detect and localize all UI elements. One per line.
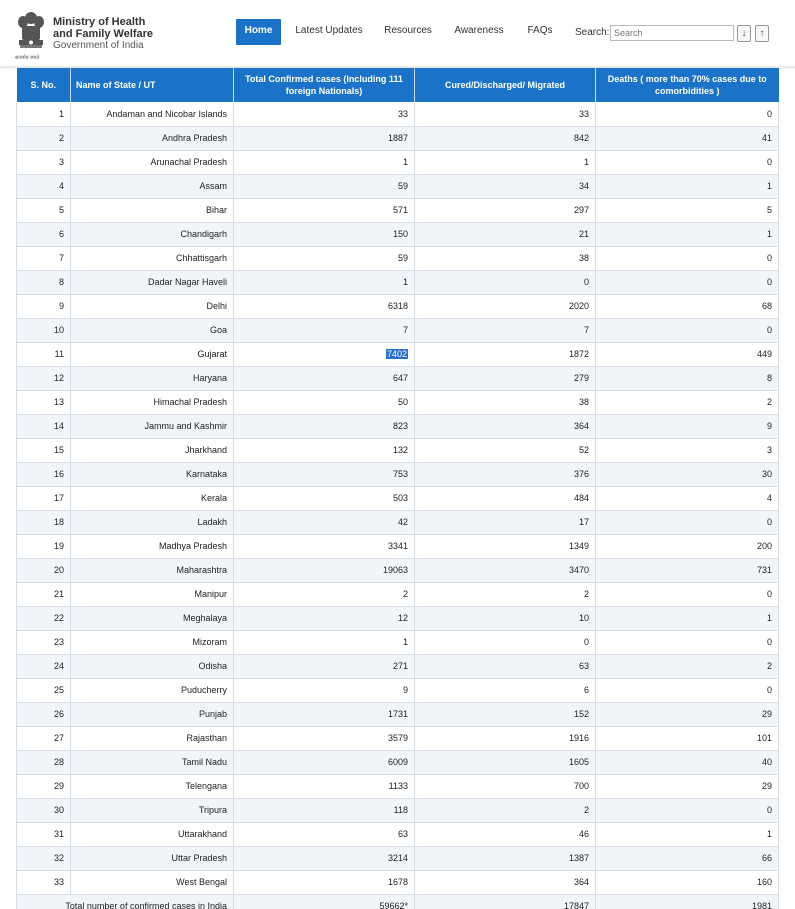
cell-cured: 2020	[415, 294, 596, 318]
cell-confirmed: 19063	[234, 558, 415, 582]
cell-sno: 29	[17, 774, 71, 798]
cell-cured: 297	[415, 198, 596, 222]
cell-deaths: 0	[596, 150, 779, 174]
cell-deaths: 41	[596, 126, 779, 150]
cell-cured: 1387	[415, 846, 596, 870]
cell-confirmed: 3214	[234, 846, 415, 870]
cell-state: Karnataka	[71, 462, 234, 486]
cell-cured: 33	[415, 102, 596, 126]
nav-faqs[interactable]: FAQs	[527, 25, 553, 36]
cell-deaths: 8	[596, 366, 779, 390]
table-row	[17, 822, 779, 846]
cell-sno: 13	[17, 390, 71, 414]
cell-confirmed: 7	[234, 318, 415, 342]
cell-state: Uttarakhand	[71, 822, 234, 846]
cell-confirmed: 571	[234, 198, 415, 222]
search-label: Search:	[575, 27, 610, 38]
cell-deaths: 29	[596, 702, 779, 726]
cell-sno: 31	[17, 822, 71, 846]
table-row	[17, 150, 779, 174]
cell-deaths: 101	[596, 726, 779, 750]
cell-cured: 63	[415, 654, 596, 678]
cell-deaths: 68	[596, 294, 779, 318]
cell-cured: 279	[415, 366, 596, 390]
table-row	[17, 702, 779, 726]
cell-sno: 20	[17, 558, 71, 582]
cell-confirmed: 118	[234, 798, 415, 822]
cell-state: Gujarat	[71, 342, 234, 366]
emblem-caption: सत्यमेव जयते	[15, 55, 40, 61]
total-cured: 17847	[415, 894, 596, 909]
cell-deaths: 1	[596, 822, 779, 846]
cell-sno: 16	[17, 462, 71, 486]
table-row	[17, 174, 779, 198]
cell-state: Arunachal Pradesh	[71, 150, 234, 174]
cell-state: Kerala	[71, 486, 234, 510]
covid-state-table	[16, 68, 779, 909]
cell-sno: 28	[17, 750, 71, 774]
cell-cured: 364	[415, 414, 596, 438]
table-row	[17, 630, 779, 654]
table-row	[17, 486, 779, 510]
table-row	[17, 102, 779, 126]
cell-cured: 3470	[415, 558, 596, 582]
cell-cured: 17	[415, 510, 596, 534]
cell-cured: 10	[415, 606, 596, 630]
cell-confirmed	[234, 342, 415, 366]
cell-sno: 3	[17, 150, 71, 174]
cell-state: Himachal Pradesh	[71, 390, 234, 414]
table-row	[17, 606, 779, 630]
cell-sno: 12	[17, 366, 71, 390]
table-row	[17, 198, 779, 222]
cell-deaths: 29	[596, 774, 779, 798]
cell-state: Chandigarh	[71, 222, 234, 246]
cell-state: Ladakh	[71, 510, 234, 534]
table-row	[17, 654, 779, 678]
table-row	[17, 462, 779, 486]
cell-confirmed: 59	[234, 174, 415, 198]
logo-line-3: Government of India	[53, 40, 144, 51]
cell-state: Mizoram	[71, 630, 234, 654]
column-header-deaths[interactable]: Deaths ( more than 70% cases due to comorbidities )	[596, 68, 779, 102]
table-row	[17, 582, 779, 606]
cell-confirmed: 9	[234, 678, 415, 702]
cell-confirmed: 59	[234, 246, 415, 270]
cell-deaths: 2	[596, 390, 779, 414]
table-row	[17, 774, 779, 798]
cell-sno: 8	[17, 270, 71, 294]
cell-confirmed: 1678	[234, 870, 415, 894]
cell-cured: 152	[415, 702, 596, 726]
table-header-row	[17, 68, 779, 102]
cell-deaths: 449	[596, 342, 779, 366]
table-row	[17, 558, 779, 582]
cell-sno: 30	[17, 798, 71, 822]
table-row	[17, 870, 779, 894]
table-row	[17, 678, 779, 702]
cell-cured: 2	[415, 582, 596, 606]
table-row	[17, 342, 779, 366]
sort-down-button[interactable]: ↓	[737, 25, 751, 42]
column-header-state[interactable]: Name of State / UT	[71, 68, 234, 102]
cell-confirmed: 50	[234, 390, 415, 414]
cell-deaths: 2	[596, 654, 779, 678]
cell-sno: 11	[17, 342, 71, 366]
cell-deaths: 0	[596, 798, 779, 822]
cell-state: West Bengal	[71, 870, 234, 894]
cell-confirmed: 33	[234, 102, 415, 126]
cell-sno: 17	[17, 486, 71, 510]
cell-state: Uttar Pradesh	[71, 846, 234, 870]
cell-cured: 376	[415, 462, 596, 486]
cell-deaths: 0	[596, 246, 779, 270]
cell-sno: 33	[17, 870, 71, 894]
cell-confirmed: 6009	[234, 750, 415, 774]
cell-cured: 1	[415, 150, 596, 174]
cell-state: Andaman and Nicobar Islands	[71, 102, 234, 126]
cell-confirmed: 1	[234, 630, 415, 654]
cell-sno: 14	[17, 414, 71, 438]
cell-deaths: 9	[596, 414, 779, 438]
cell-sno: 2	[17, 126, 71, 150]
cell-cured: 52	[415, 438, 596, 462]
table-row	[17, 750, 779, 774]
cell-confirmed: 647	[234, 366, 415, 390]
cell-sno: 26	[17, 702, 71, 726]
cell-deaths: 1	[596, 606, 779, 630]
cell-state: Telengana	[71, 774, 234, 798]
cell-sno: 32	[17, 846, 71, 870]
cell-cured: 21	[415, 222, 596, 246]
cell-confirmed: 3341	[234, 534, 415, 558]
cell-state: Chhattisgarh	[71, 246, 234, 270]
cell-cured: 0	[415, 270, 596, 294]
cell-cured: 1349	[415, 534, 596, 558]
covid-state-table-wrapper	[16, 68, 778, 909]
cell-sno: 15	[17, 438, 71, 462]
cell-confirmed: 271	[234, 654, 415, 678]
cell-state: Maharashtra	[71, 558, 234, 582]
cell-state: Goa	[71, 318, 234, 342]
cell-confirmed: 1731	[234, 702, 415, 726]
logo-line-1: Ministry of Health	[53, 16, 146, 28]
cell-state: Dadar Nagar Haveli	[71, 270, 234, 294]
cell-sno: 21	[17, 582, 71, 606]
cell-confirmed: 3579	[234, 726, 415, 750]
nav-latest-updates[interactable]: Latest Updates	[295, 25, 363, 36]
cell-confirmed: 63	[234, 822, 415, 846]
cell-deaths: 200	[596, 534, 779, 558]
cell-state: Andhra Pradesh	[71, 126, 234, 150]
cell-sno: 25	[17, 678, 71, 702]
selected-text-highlight: 7402	[386, 349, 407, 359]
cell-deaths: 0	[596, 510, 779, 534]
cell-cured: 1916	[415, 726, 596, 750]
search-input[interactable]	[610, 25, 734, 41]
cell-confirmed: 132	[234, 438, 415, 462]
cell-sno: 27	[17, 726, 71, 750]
cell-state: Odisha	[71, 654, 234, 678]
cell-confirmed: 42	[234, 510, 415, 534]
logo-line-2: and Family Welfare	[53, 28, 154, 40]
cell-sno: 6	[17, 222, 71, 246]
cell-cured: 38	[415, 390, 596, 414]
table-row	[17, 294, 779, 318]
cell-state: Jharkhand	[71, 438, 234, 462]
cell-deaths: 0	[596, 102, 779, 126]
table-row	[17, 534, 779, 558]
total-deaths: 1981	[596, 894, 779, 909]
cell-deaths: 4	[596, 486, 779, 510]
cell-state: Puducherry	[71, 678, 234, 702]
cell-confirmed: 1887	[234, 126, 415, 150]
cell-deaths: 0	[596, 318, 779, 342]
cell-sno: 24	[17, 654, 71, 678]
table-row	[17, 270, 779, 294]
table-body	[17, 102, 779, 909]
cell-confirmed: 2	[234, 582, 415, 606]
cell-deaths: 66	[596, 846, 779, 870]
cell-cured: 1605	[415, 750, 596, 774]
cell-sno: 5	[17, 198, 71, 222]
site-header	[0, 0, 795, 68]
cell-sno: 23	[17, 630, 71, 654]
cell-deaths: 0	[596, 678, 779, 702]
cell-state: Haryana	[71, 366, 234, 390]
cell-state: Jammu and Kashmir	[71, 414, 234, 438]
nav-awareness[interactable]: Awareness	[454, 25, 504, 36]
table-row	[17, 414, 779, 438]
cell-confirmed: 753	[234, 462, 415, 486]
cell-deaths: 40	[596, 750, 779, 774]
cell-sno: 4	[17, 174, 71, 198]
table-row	[17, 222, 779, 246]
table-row	[17, 126, 779, 150]
cell-cured: 38	[415, 246, 596, 270]
cell-state: Tripura	[71, 798, 234, 822]
cell-sno: 19	[17, 534, 71, 558]
cell-confirmed: 150	[234, 222, 415, 246]
cell-state: Assam	[71, 174, 234, 198]
cell-state: Punjab	[71, 702, 234, 726]
cell-deaths: 160	[596, 870, 779, 894]
column-header-confirmed[interactable]: Total Confirmed cases (Including 111 foreign Nationals)	[234, 68, 415, 102]
cell-cured: 46	[415, 822, 596, 846]
cell-cured: 1872	[415, 342, 596, 366]
cell-deaths: 0	[596, 270, 779, 294]
cell-confirmed: 1133	[234, 774, 415, 798]
cell-deaths: 1	[596, 174, 779, 198]
cell-cured: 0	[415, 630, 596, 654]
table-row	[17, 846, 779, 870]
cell-confirmed: 823	[234, 414, 415, 438]
cell-deaths: 3	[596, 438, 779, 462]
cell-state: Delhi	[71, 294, 234, 318]
cell-sno: 10	[17, 318, 71, 342]
table-row	[17, 246, 779, 270]
cell-sno: 18	[17, 510, 71, 534]
cell-deaths: 0	[596, 630, 779, 654]
cell-deaths: 1	[596, 222, 779, 246]
cell-deaths: 30	[596, 462, 779, 486]
ministry-logo-text[interactable]	[53, 16, 153, 52]
cell-cured: 842	[415, 126, 596, 150]
cell-state: Tamil Nadu	[71, 750, 234, 774]
national-emblem-icon[interactable]	[14, 8, 48, 62]
cell-sno: 22	[17, 606, 71, 630]
table-total-row	[17, 894, 779, 909]
total-confirmed: 59662*	[234, 894, 415, 909]
cell-deaths: 5	[596, 198, 779, 222]
cell-confirmed: 1	[234, 150, 415, 174]
cell-cured: 700	[415, 774, 596, 798]
cell-cured: 364	[415, 870, 596, 894]
column-header-sno[interactable]: S. No.	[17, 68, 71, 102]
cell-confirmed: 12	[234, 606, 415, 630]
cell-state: Manipur	[71, 582, 234, 606]
sort-up-button[interactable]: ↑	[755, 25, 769, 42]
column-header-cured[interactable]: Cured/Discharged/ Migrated	[415, 68, 596, 102]
nav-home[interactable]: Home	[236, 19, 281, 45]
cell-state: Meghalaya	[71, 606, 234, 630]
nav-resources[interactable]: Resources	[384, 25, 432, 36]
cell-state: Bihar	[71, 198, 234, 222]
cell-state: Rajasthan	[71, 726, 234, 750]
cell-sno: 7	[17, 246, 71, 270]
cell-cured: 484	[415, 486, 596, 510]
cell-state: Madhya Pradesh	[71, 534, 234, 558]
table-row	[17, 726, 779, 750]
table-row	[17, 798, 779, 822]
cell-confirmed: 6318	[234, 294, 415, 318]
cell-sno: 1	[17, 102, 71, 126]
cell-cured: 7	[415, 318, 596, 342]
table-row	[17, 318, 779, 342]
cell-deaths: 0	[596, 582, 779, 606]
cell-confirmed: 1	[234, 270, 415, 294]
table-row	[17, 438, 779, 462]
cell-confirmed: 503	[234, 486, 415, 510]
cell-cured: 2	[415, 798, 596, 822]
table-row	[17, 510, 779, 534]
table-row	[17, 390, 779, 414]
cell-sno: 9	[17, 294, 71, 318]
cell-cured: 34	[415, 174, 596, 198]
total-label: Total number of confirmed cases in India	[17, 894, 234, 909]
cell-deaths: 731	[596, 558, 779, 582]
table-row	[17, 366, 779, 390]
cell-cured: 6	[415, 678, 596, 702]
